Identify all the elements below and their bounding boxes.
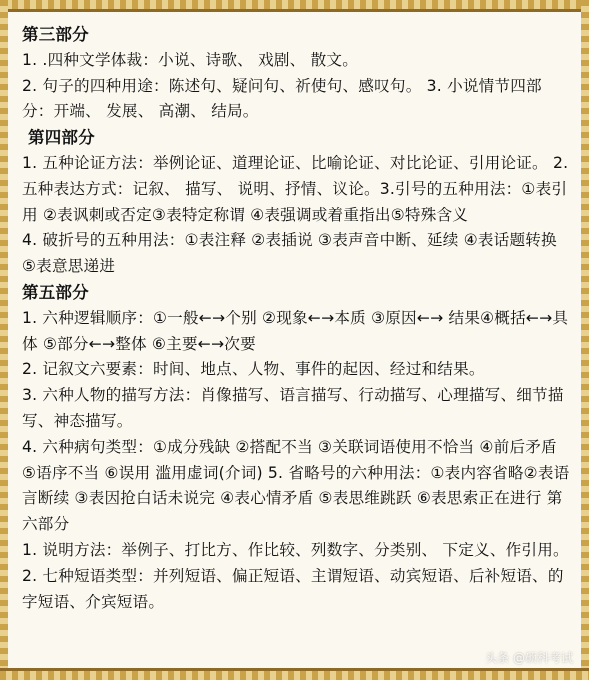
paragraph: 4. 六种病句类型：①成分残缺 ②搭配不当 ③关联词语使用不恰当 ④前后矛盾 ⑤语序不当 ⑥误用 滥用虚词(介词) 5. 省略号的六种用法：①表内容省略②表语言断续 ③表因抢白话未说完 ④表心情矛盾 ⑤表思维跳跃 ⑥表思索正在进行 第六部分	[22, 437, 570, 534]
watermark-text: 头条 @硕科考试	[485, 651, 573, 665]
paragraph: 1. .四种文学体裁：小说、诗歌、 戏剧、 散文。	[22, 50, 358, 69]
paragraph: 2. 七种短语类型：并列短语、偏正短语、主谓短语、动宾短语、后补短语、的字短语、介宾短语。	[22, 566, 564, 611]
paragraph: 2. 记叙文六要素：时间、地点、人物、事件的起因、经过和结果。	[22, 360, 485, 379]
paragraph: 1. 说明方法：举例子、打比方、作比较、列数字、分类别、 下定义、作引用。	[22, 540, 569, 559]
section-3	[22, 22, 570, 125]
decorative-border-bottom	[0, 668, 589, 680]
section-heading: 第四部分	[28, 128, 95, 148]
decorative-border-top	[0, 0, 589, 12]
paragraph: 1. 五种论证方法：举例论证、道理论证、比喻论证、对比论证、引用论证。 2. 五种表达方式：记叙、 描写、 说明、抒情、议论。3.引号的五种用法：①表引用 ②表讽刺或否定③表特定称谓 ④表强调或着重指出⑤特殊含义	[22, 153, 569, 224]
paragraph: 4. 破折号的五种用法：①表注释 ②表插说 ③表声音中断、延续 ④表话题转换 ⑤表意思递进	[22, 231, 557, 276]
section-heading: 第五部分	[22, 282, 89, 302]
section-4	[22, 125, 570, 280]
paragraph: 2. 句子的四种用途：陈述句、疑问句、祈使句、感叹句。 3. 小说情节四部分：开端、 发展、 高潮、 结局。	[22, 76, 542, 121]
section-heading: 第三部分	[22, 25, 89, 44]
paragraph: 1. 六种逻辑顺序：①一般←→个别 ②现象←→本质 ③原因←→ 结果④概括←→具体 ⑤部分←→整体 ⑥主要←→次要	[22, 308, 569, 353]
document-body	[22, 22, 570, 615]
paragraph: 3. 六种人物的描写方法：肖像描写、语言描写、行动描写、心理描写、细节描写、神态描写。	[22, 386, 564, 430]
section-5	[22, 280, 570, 615]
decorative-border-right	[581, 0, 589, 680]
decorative-border-left	[0, 0, 8, 680]
